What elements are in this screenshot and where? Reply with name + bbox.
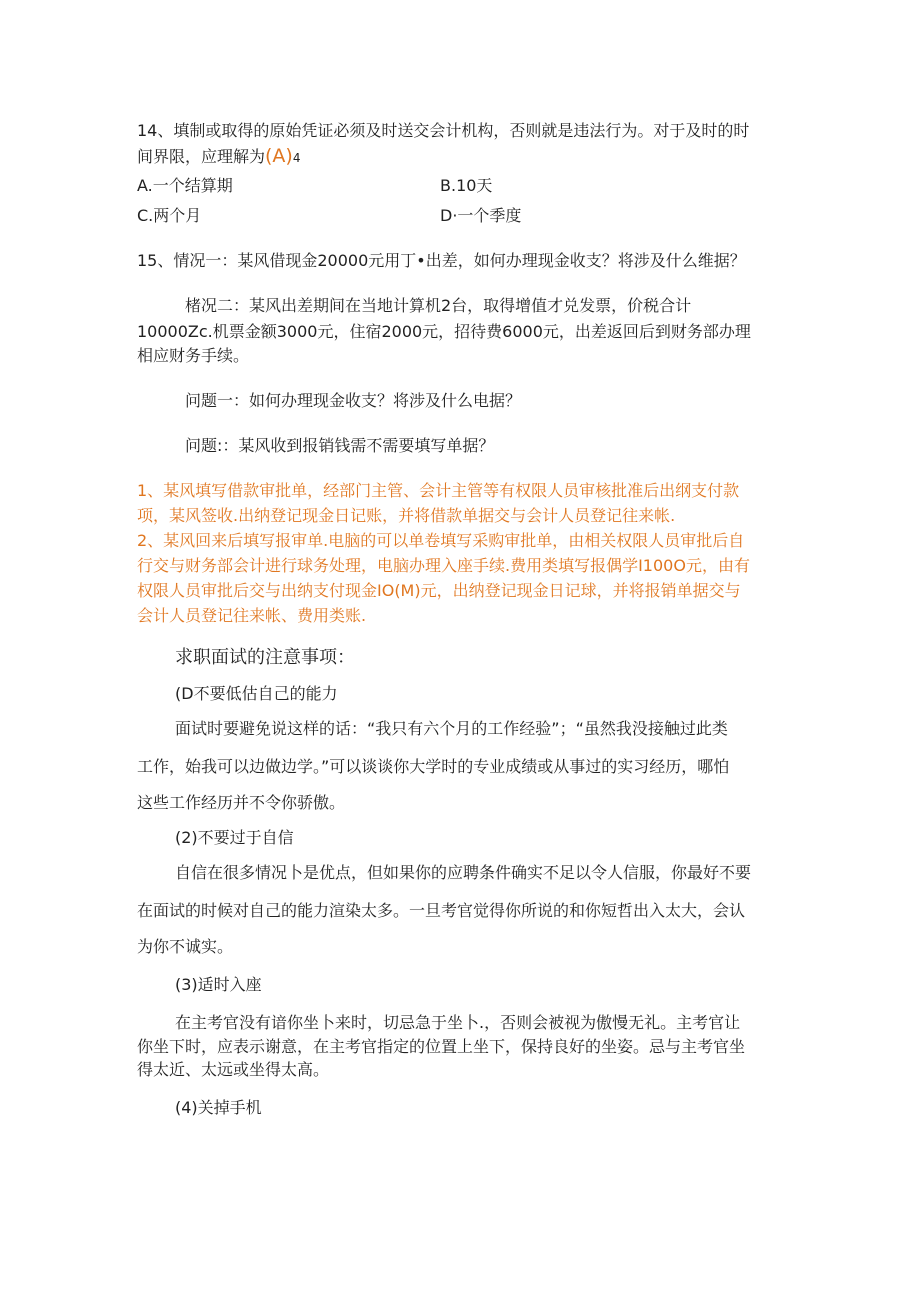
interview-item1-p3: 这些工作经历并不令你骄傲。 [137,793,346,812]
q14-line1: 14、填制或取得的原始凭证必须及时送交会计机构，否则就是违法行为。对于及时的时 [137,121,750,140]
interview-item1-p1: 面试时要避免说这样的话：“我只有六个月的工作经验”；“虽然我没接触过此类 [175,719,728,738]
q14-answer-suffix: 4 [292,151,301,165]
interview-item2-p1: 自信在很多情况卜是优点，但如果你的应聘条件确实不足以令人信服，你最好不要 [175,863,752,882]
interview-item3-p3: 得太近、太远或坐得太高。 [137,1060,330,1079]
interview-item1-title: (D不要低估自己的能力 [175,684,338,703]
interview-item4-title: (4)关掉手机 [175,1098,262,1117]
answer1-line1: 1、某风填写借款审批单，经部门主管、会计主管等有权限人员审核批准后出纲支付款 [137,481,740,500]
interview-title: 求职面试的注意事项： [175,647,355,668]
answer2-line3: 权限人员审批后交与出纳支付现金IO(M)元，出纳登记现金日记球，并将报销单据交与 [137,581,741,600]
q15-case2-line2: 10000Zc.机票金额3000元，住宿2000元，招待费6000元，出差返回后到财务部办理 [137,322,751,341]
answer2-line1: 2、某风回来后填写报审单.电脑的可以单卷填写采购审批单，由相关权限人员审批后自 [137,531,745,550]
q15-line1: 15、情况一：某风借现金20000元用丁•出差，如何办理现金收支？将涉及什么维据？ [137,251,746,270]
q15-question2: 问题:：某风收到报销钱需不需要填写单据？ [185,436,495,455]
answer2-line2: 行交与财务部会计进行球务处理，电脑办理入座手续.费用类填写报偶学I100O元，由有 [137,556,750,575]
interview-item2-p3: 为你不诚实。 [137,937,234,956]
q14-answer: (A) [265,145,293,167]
q14-option-a: A.一个结算期 [137,176,233,195]
interview-item3-p2: 你坐下时，应表示谢意，在主考官指定的位置上坐下，保持良好的坐姿。忌与主考官坐 [137,1037,746,1056]
q14-option-d: D·一个季度 [440,206,522,225]
q14-option-c: C.两个月 [137,206,202,225]
interview-item1-p2: 工作，始我可以边做边学。”可以谈谈你大学时的专业成绩或从事过的实习经历，哪怕 [137,757,730,776]
q14-line2 [137,145,300,169]
interview-item3-p1: 在主考官没有谙你坐卜来时，切忌急于坐卜.，否则会被视为傲慢无礼。主考官让 [175,1013,741,1032]
interview-item3-title: (3)适时入座 [175,975,262,994]
q14-line2-prefix: 间界限，应理解为 [137,147,266,166]
answer2-line4: 会计人员登记往来帐、费用类账. [137,606,367,625]
interview-item2-p2: 在面试的时候对自己的能力渲染太多。一旦考官觉得你所说的和你短哲出入太大，会认 [137,901,746,920]
q15-case2-line3: 相应财务手续。 [137,346,250,365]
q15-case2-line1: 楮况二：某风出差期间在当地计算机2台，取得增值才兑发票，价税合计 [185,296,692,315]
q14-option-b: B.10天 [440,176,493,195]
q15-question1: 问题一：如何办理现金收支？将涉及什么电据？ [185,391,522,410]
interview-item2-title: (2)不要过于自信 [175,828,294,847]
answer1-line2: 项，某风签收.出纳登记现金日记账，并将借款单据交与会计人员登记往来帐. [137,506,676,525]
